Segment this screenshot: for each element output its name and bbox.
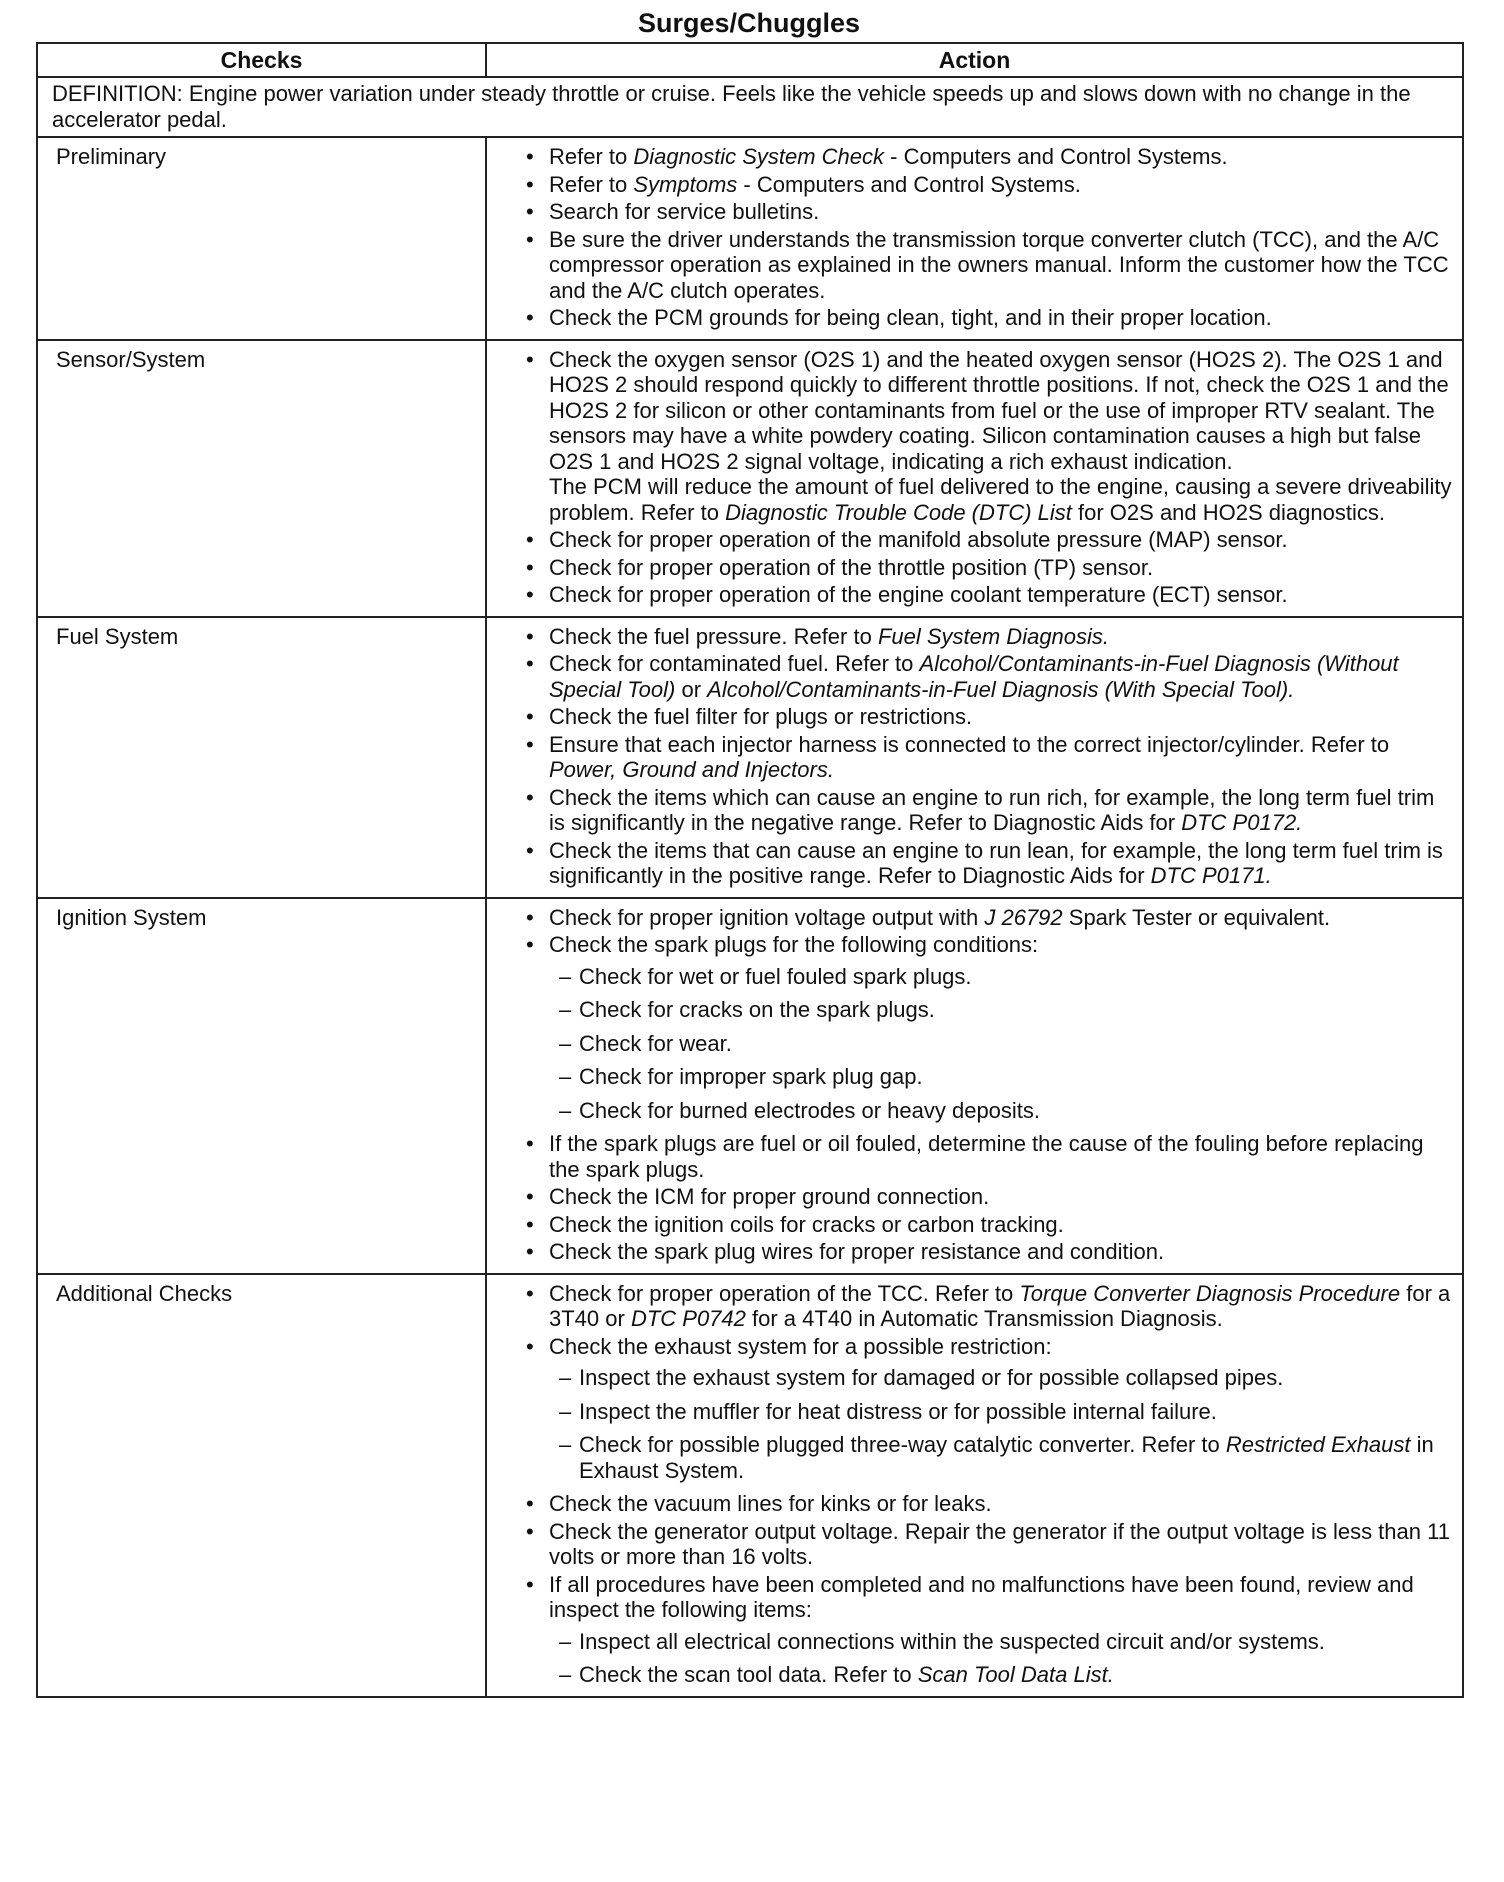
list-item: • Check for contaminated fuel. Refer to Alcohol/Contaminants-in-Fuel Diagnosis (Without Special Tool) or Alcohol/Contaminants-in-Fuel Diagnosis (With Special Tool). [523, 651, 1452, 702]
page-title: Surges/Chuggles [637, 8, 861, 38]
check-fuel-system: Fuel System [37, 617, 486, 898]
header-row [37, 43, 1463, 77]
list-item: • Ensure that each injector harness is connected to the correct injector/cylinder. Refer to Power, Ground and Injectors. [523, 732, 1452, 783]
check-ignition-system: Ignition System [37, 898, 486, 1274]
sub-item: – Check for possible plugged three-way catalytic converter. Refer to Restricted Exhaust in Exhaust System. [549, 1432, 1452, 1483]
bullet-text: • Check the oxygen sensor (O2S 1) and the heated oxygen sensor (HO2S 2). The O2S 1 and HO2S 2 should respond quickly to different throttle positions. If not, check the O2S 1 and the HO2S 2 for silicon or other contaminants from fuel or the use of improper RTV sealant. The sensors may have a white powdery coating. Silicon contamination causes a high but false O2S 1 and HO2S 2 signal voltage, indicating a rich exhaust indication. [549, 346, 1449, 474]
sub-item: – Check for improper spark plug gap. [549, 1064, 1452, 1090]
list-item [523, 347, 1452, 526]
diagnosis-table [36, 42, 1464, 1698]
table-row [37, 898, 1463, 1274]
check-sensor-system: Sensor/System [37, 340, 486, 617]
sub-item: – Inspect the muffler for heat distress or for possible internal failure. [549, 1399, 1452, 1425]
checks-header: Checks [37, 43, 486, 77]
list-item: • Check the ICM for proper ground connection. [523, 1184, 1452, 1210]
bullet-continuation: The PCM will reduce the amount of fuel delivered to the engine, causing a severe driveability problem. Refer to Diagnostic Trouble Code (DTC) List for O2S and HO2S diagnostics. [549, 474, 1452, 525]
action-additional [486, 1274, 1463, 1697]
check-additional: Additional Checks [37, 1274, 486, 1697]
list-item: • Check the spark plugs for the following conditions: – Check for wet or fuel fouled spark plugs. – Check for cracks on the spark plugs. – Check for wear. – Check for improper spark plug gap. – Check for burned electrodes or heavy deposits. [523, 932, 1452, 1123]
table-row [37, 137, 1463, 340]
list-item: • Check the fuel pressure. Refer to Fuel System Diagnosis. [523, 624, 1452, 650]
sub-item: – Check for burned electrodes or heavy deposits. [549, 1098, 1452, 1124]
action-ignition-system [486, 898, 1463, 1274]
table-row [37, 617, 1463, 898]
list-item: • Search for service bulletins. [523, 199, 1452, 225]
list-item: • Check the items which can cause an engine to run rich, for example, the long term fuel trim is significantly in the negative range. Refer to Diagnostic Aids for DTC P0172. [523, 785, 1452, 836]
action-fuel-system [486, 617, 1463, 898]
list-item: • Check the spark plug wires for proper resistance and condition. [523, 1239, 1452, 1265]
sub-item: – Inspect the exhaust system for damaged or for possible collapsed pipes. [549, 1365, 1452, 1391]
list-item: • Check for proper operation of the TCC. Refer to Torque Converter Diagnosis Procedure for a 3T40 or DTC P0742 for a 4T40 in Automatic Transmission Diagnosis. [523, 1281, 1452, 1332]
list-item: • Check the exhaust system for a possible restriction: – Inspect the exhaust system for damaged or for possible collapsed pipes. – Inspect the muffler for heat distress or for possible internal failure. – Check for possible plugged three-way catalytic converter. Refer to Restricted Exhaust in Exhaust System. [523, 1334, 1452, 1484]
sub-item: – Check for cracks on the spark plugs. [549, 997, 1452, 1023]
list-item: • Check for proper operation of the throttle position (TP) sensor. [523, 555, 1452, 581]
list-item: • Check the items that can cause an engine to run lean, for example, the long term fuel trim is significantly in the positive range. Refer to Diagnostic Aids for DTC P0171. [523, 838, 1452, 889]
sub-item: – Check for wet or fuel fouled spark plugs. [549, 964, 1452, 990]
list-item: • Check the ignition coils for cracks or carbon tracking. [523, 1212, 1452, 1238]
definition-row [37, 77, 1463, 137]
sub-item: – Inspect all electrical connections within the suspected circuit and/or systems. [549, 1629, 1452, 1655]
list-item: • Check the generator output voltage. Repair the generator if the output voltage is less than 11 volts or more than 16 volts. [523, 1519, 1452, 1570]
list-item: • Refer to Diagnostic System Check - Computers and Control Systems. [523, 144, 1452, 170]
list-item: • If all procedures have been completed and no malfunctions have been found, review and inspect the following items: – Inspect all electrical connections within the suspected circuit and/or systems. – Check the scan tool data. Refer to Scan Tool Data List. [523, 1572, 1452, 1688]
list-item: • Check for proper ignition voltage output with J 26792 Spark Tester or equivalent. [523, 905, 1452, 931]
list-item: • Check for proper operation of the manifold absolute pressure (MAP) sensor. [523, 527, 1452, 553]
action-preliminary [486, 137, 1463, 340]
action-sensor-system [486, 340, 1463, 617]
list-item: • Check the PCM grounds for being clean, tight, and in their proper location. [523, 305, 1452, 331]
list-item: • Refer to Symptoms - Computers and Control Systems. [523, 172, 1452, 198]
table-row [37, 340, 1463, 617]
list-item: • Be sure the driver understands the transmission torque converter clutch (TCC), and the A/C compressor operation as explained in the owners manual. Inform the customer how the TCC and the A/C clutch operates. [523, 227, 1452, 304]
action-header: Action [486, 43, 1463, 77]
sub-item: – Check the scan tool data. Refer to Scan Tool Data List. [549, 1662, 1452, 1688]
sub-item: – Check for wear. [549, 1031, 1452, 1057]
table-row [37, 1274, 1463, 1697]
check-preliminary: Preliminary [37, 137, 486, 340]
list-item: • If the spark plugs are fuel or oil fouled, determine the cause of the fouling before replacing the spark plugs. [523, 1131, 1452, 1182]
list-item: • Check for proper operation of the engine coolant temperature (ECT) sensor. [523, 582, 1452, 608]
list-item: • Check the fuel filter for plugs or restrictions. [523, 704, 1452, 730]
list-item: • Check the vacuum lines for kinks or for leaks. [523, 1491, 1452, 1517]
definition-text: DEFINITION: Engine power variation under steady throttle or cruise. Feels like the vehicle speeds up and slows down with no change in the accelerator pedal. [37, 77, 1463, 137]
